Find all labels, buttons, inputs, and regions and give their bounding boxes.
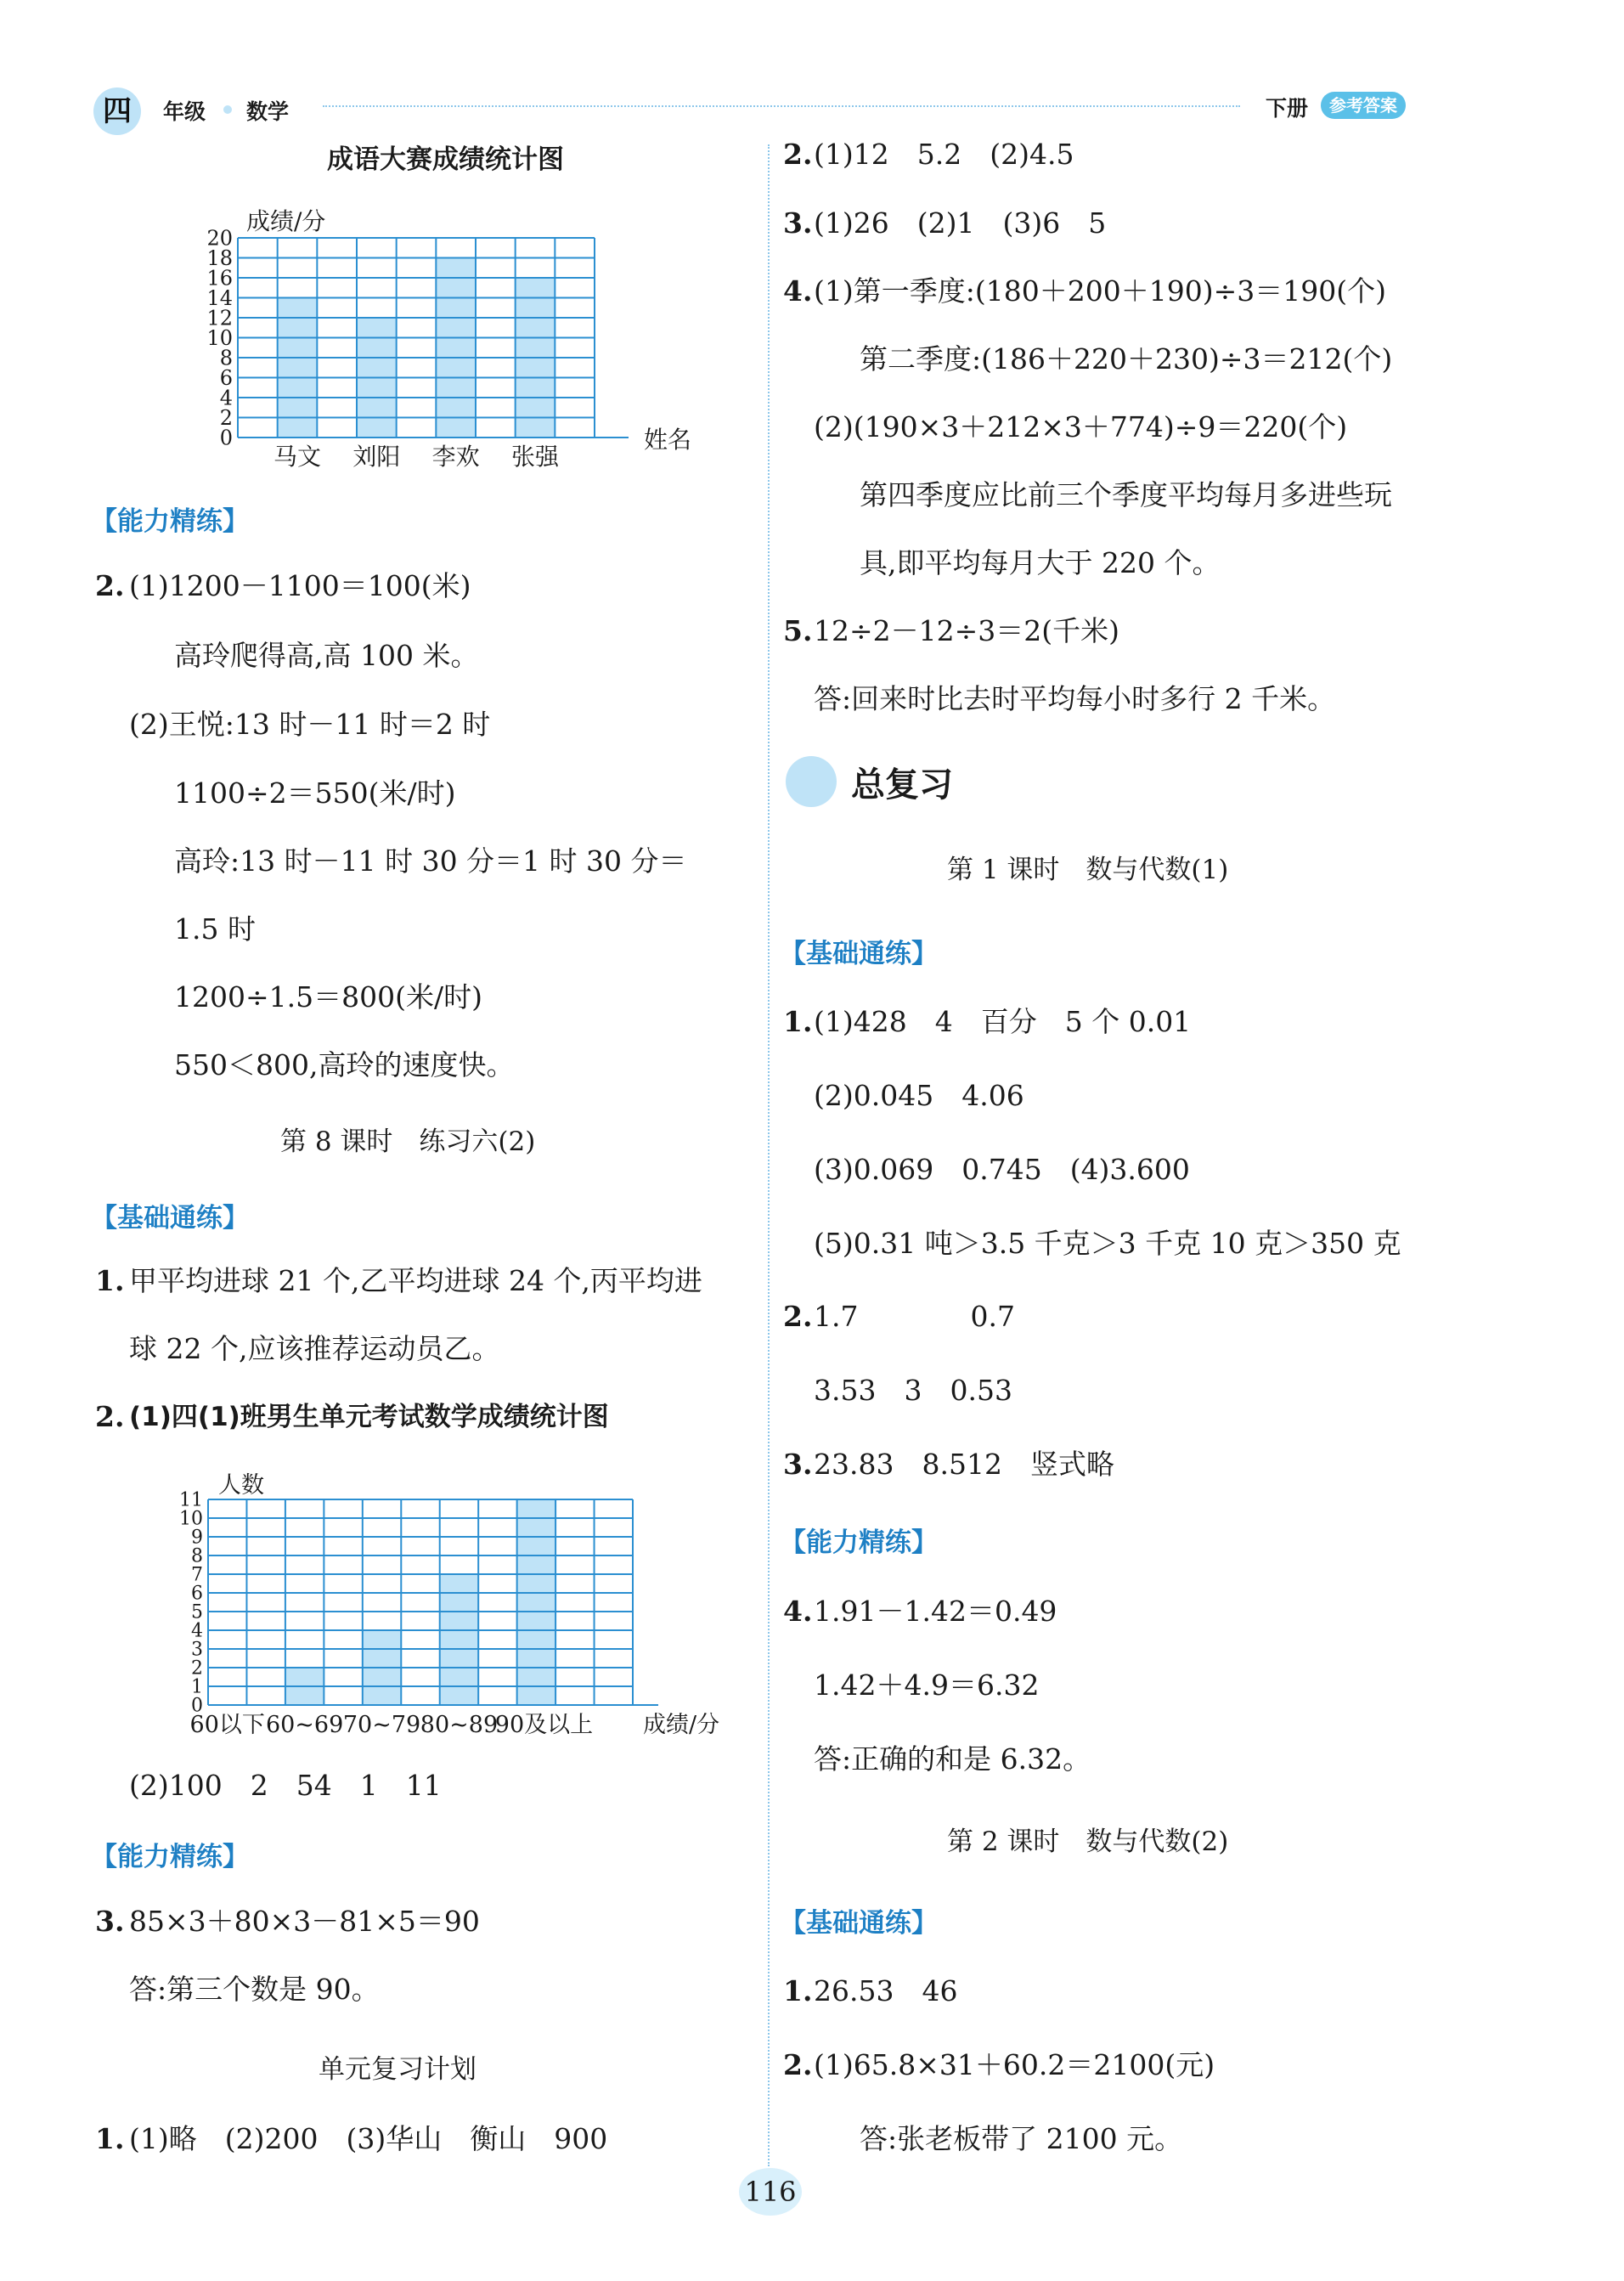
x-axis-title: 成绩/分 xyxy=(643,1712,720,1738)
x-category-label: 60以下 xyxy=(189,1712,265,1738)
y-tick-label: 14 xyxy=(206,285,233,310)
y-tick-label: 8 xyxy=(191,1545,203,1567)
q2-line-4: 1100÷2＝550(米/时) xyxy=(174,776,456,810)
section-basic-3: 【基础通练】 xyxy=(780,1908,938,1939)
a1-line-1: (1)428 4 百分 5 个 0.01 xyxy=(814,1005,1192,1038)
r4-line-4: 第四季度应比前三个季度平均每月多进些玩 xyxy=(860,478,1392,511)
bar-3 xyxy=(436,258,476,438)
a4-number: 4. xyxy=(783,1595,813,1628)
y-tick-label: 0 xyxy=(219,426,233,450)
grade-label: 年级 xyxy=(163,99,206,124)
y-tick-label: 1 xyxy=(191,1676,203,1698)
r4-line-3: (2)(190×3＋212×3＋774)÷9＝220(个) xyxy=(814,410,1348,443)
plan-number: 1. xyxy=(95,2122,125,2155)
x-category-label: 刘阳 xyxy=(352,443,401,471)
q1-line-1: 甲平均进球 21 个,乙平均进球 24 个,丙平均进 xyxy=(129,1264,702,1297)
y-tick-label: 2 xyxy=(219,405,233,430)
r4-number: 4. xyxy=(783,274,813,308)
y-tick-label: 10 xyxy=(179,1508,203,1530)
subject-label: 数学 xyxy=(246,99,290,124)
y-tick-label: 8 xyxy=(219,346,233,370)
r2-number: 2. xyxy=(783,138,813,171)
x-axis-title: 姓名 xyxy=(644,426,692,454)
y-tick-label: 0 xyxy=(191,1695,203,1717)
chart2-title: (1)四(1)班男生单元考试数学成绩统计图 xyxy=(129,1402,609,1432)
x-category-label: 60~69 xyxy=(265,1712,344,1738)
x-category-label: 李欢 xyxy=(431,443,480,471)
r3-line: (1)26 (2)1 (3)6 5 xyxy=(814,206,1107,240)
section-basic-2: 【基础通练】 xyxy=(780,939,938,969)
a4-line-3: 答:正确的和是 6.32。 xyxy=(814,1742,1091,1776)
q3-line-2: 答:第三个数是 90。 xyxy=(129,1973,380,2006)
x-category-label: 张强 xyxy=(510,443,560,471)
y-tick-label: 2 xyxy=(191,1657,203,1680)
y-tick-label: 3 xyxy=(191,1639,203,1661)
lesson-1-title: 第 1 课时 数与代数(1) xyxy=(947,855,1229,885)
a1-line-2: (2)0.045 4.06 xyxy=(814,1079,1024,1112)
section-ability-2: 【能力精练】 xyxy=(91,1842,249,1872)
q2-line-6: 1.5 时 xyxy=(174,912,256,946)
q2-line-7: 1200÷1.5＝800(米/时) xyxy=(174,980,482,1013)
header-rule xyxy=(323,105,1240,107)
r5-line-1: 12÷2－12÷3＝2(千米) xyxy=(814,614,1120,647)
chart-idiom-contest xyxy=(191,200,701,480)
column-divider xyxy=(768,144,770,2166)
q1-number: 1. xyxy=(95,1264,125,1297)
bar-5 xyxy=(517,1499,555,1705)
volume-label: 下册 xyxy=(1266,96,1309,121)
bar-4 xyxy=(440,1574,478,1705)
x-category-label: 70~79 xyxy=(342,1712,421,1738)
b2-line-1: (1)65.8×31＋60.2＝2100(元) xyxy=(814,2048,1215,2081)
q2-line-8: 550＜800,高玲的速度快。 xyxy=(174,1048,515,1081)
a3-line-1: 23.83 8.512 竖式略 xyxy=(814,1448,1114,1481)
r4-line-1: (1)第一季度:(180＋200＋190)÷3＝190(个) xyxy=(814,274,1386,308)
r4-line-2: 第二季度:(186＋220＋230)÷3＝212(个) xyxy=(860,342,1393,375)
r3-number: 3. xyxy=(783,206,813,240)
y-tick-label: 6 xyxy=(219,365,233,390)
answers-badge: 参考答案 xyxy=(1321,92,1406,119)
a1-line-3: (3)0.069 0.745 (4)3.600 xyxy=(814,1153,1190,1186)
r2-line: (1)12 5.2 (2)4.5 xyxy=(814,138,1074,171)
dot-separator xyxy=(223,105,232,114)
plan-line-1: (1)略 (2)200 (3)华山 衡山 900 xyxy=(129,2122,608,2155)
lesson-2-title: 第 2 课时 数与代数(2) xyxy=(947,1826,1229,1857)
review-plan-title: 单元复习计划 xyxy=(319,2054,476,2085)
y-tick-label: 5 xyxy=(191,1601,203,1623)
section-ability-1: 【能力精练】 xyxy=(91,506,249,537)
b1-line-1: 26.53 46 xyxy=(814,1974,958,2007)
r5-line-2: 答:回来时比去时平均每小时多行 2 千米。 xyxy=(814,682,1336,715)
b1-number: 1. xyxy=(783,1974,813,2007)
x-category-label: 80~89 xyxy=(420,1712,499,1738)
x-category-label: 90及以上 xyxy=(494,1712,594,1738)
a2-line-1: 1.7 0.7 xyxy=(814,1300,1015,1333)
a2-number: 2. xyxy=(783,1300,813,1333)
a4-line-2: 1.42＋4.9＝6.32 xyxy=(814,1668,1040,1702)
grade-badge: 四 xyxy=(93,88,141,135)
page-number: 116 xyxy=(739,2168,802,2216)
r5-number: 5. xyxy=(783,614,813,647)
a3-number: 3. xyxy=(783,1448,813,1481)
q2b-number: 2. xyxy=(95,1400,125,1433)
a4-line-1: 1.91－1.42＝0.49 xyxy=(814,1595,1057,1628)
a1-line-4: (5)0.31 吨＞3.5 千克＞3 千克 10 克＞350 克 xyxy=(814,1227,1401,1260)
lesson-8-title: 第 8 课时 练习六(2) xyxy=(280,1126,536,1157)
x-category-label: 马文 xyxy=(273,443,322,471)
section-ability-3: 【能力精练】 xyxy=(780,1527,938,1558)
a1-number: 1. xyxy=(783,1005,813,1038)
section-basic-1: 【基础通练】 xyxy=(91,1203,249,1234)
q1-line-2: 球 22 个,应该推荐运动员乙。 xyxy=(129,1332,500,1365)
q2-line-2: 高玲爬得高,高 100 米。 xyxy=(174,639,479,672)
r4-line-5: 具,即平均每月大于 220 个。 xyxy=(860,546,1221,579)
y-tick-label: 4 xyxy=(219,386,233,410)
q2-number: 2. xyxy=(95,569,125,602)
y-tick-label: 12 xyxy=(206,306,233,330)
y-tick-label: 10 xyxy=(206,325,233,350)
y-tick-label: 16 xyxy=(206,266,233,291)
q2-line-5: 高玲:13 时－11 时 30 分＝1 时 30 分＝ xyxy=(174,844,687,878)
y-tick-label: 20 xyxy=(206,226,233,251)
b2-number: 2. xyxy=(783,2048,813,2081)
chart-math-scores xyxy=(161,1465,747,1754)
y-tick-label: 4 xyxy=(191,1620,203,1642)
q2b-answer: (2)100 2 54 1 11 xyxy=(129,1769,442,1802)
q3-number: 3. xyxy=(95,1905,125,1938)
q3-line-1: 85×3＋80×3－81×5＝90 xyxy=(129,1905,480,1938)
y-axis-title: 人数 xyxy=(218,1472,264,1499)
y-tick-label: 18 xyxy=(206,246,233,270)
q2-line-3: (2)王悦:13 时－11 时＝2 时 xyxy=(129,708,491,741)
bar-1 xyxy=(278,298,318,438)
chart1-title: 成语大赛成绩统计图 xyxy=(327,144,564,175)
y-tick-label: 9 xyxy=(191,1527,203,1549)
y-tick-label: 7 xyxy=(191,1564,203,1586)
y-tick-label: 6 xyxy=(191,1583,203,1605)
y-tick-label: 11 xyxy=(179,1489,203,1511)
y-axis-title: 成绩/分 xyxy=(246,207,326,235)
q2-line-1: (1)1200－1100＝100(米) xyxy=(129,569,471,602)
a2-line-2: 3.53 3 0.53 xyxy=(814,1374,1012,1407)
review-title: 总复习 xyxy=(851,765,953,805)
review-circle-icon xyxy=(786,756,837,807)
b2-line-2: 答:张老板带了 2100 元。 xyxy=(860,2122,1183,2155)
